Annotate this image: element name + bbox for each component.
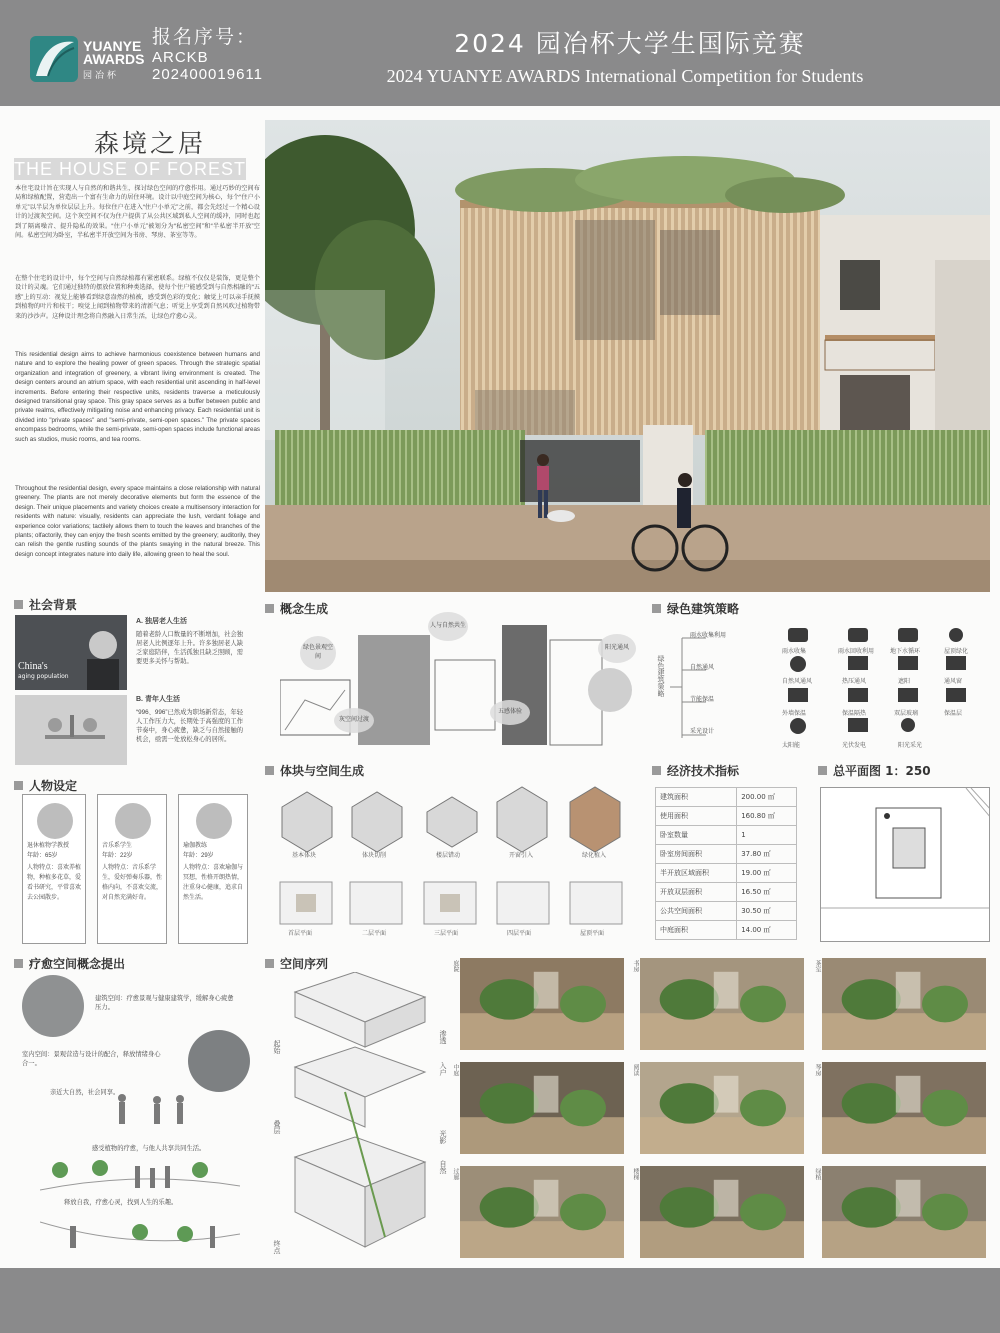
interior-render-label-wrap	[450, 1062, 460, 1092]
social-item-b-title: B. 青年人生活	[136, 696, 180, 703]
concept-bubble-4: 灰空间过渡	[334, 708, 374, 733]
interior-render-label: 阅读	[632, 1064, 639, 1076]
persona-name: 音乐系学生	[102, 843, 133, 849]
plan-label: 四层平面	[507, 931, 532, 937]
economics-row	[656, 902, 797, 921]
persona-age: 年龄：22岁	[102, 853, 133, 859]
logo	[30, 36, 145, 82]
heading-square-icon	[652, 766, 661, 775]
avatar	[37, 803, 73, 839]
plan-label: 三层平面	[434, 931, 459, 937]
interior-render	[822, 1166, 986, 1258]
green-icon-label: 保温层	[944, 711, 963, 717]
sequence-label: 终点	[273, 1240, 281, 1254]
intro-paragraph-cn-2: 在整个住宅的设计中，每个空间与自然绿植都有紧密联系。绿植不仅仅是装饰，更是整个设计的灵魂。它们通过独特的摆放位置和种类选择，使每个住户能感受到与自然相融的“五感”上的互动：视觉上能够看到绿意盎然的植被，感受到色彩的变化；触觉上可以亲手抚摸到植物的叶片和枝干；嗅觉上闻到植物带来的清新气息；听觉上享受到自然风吹过植物带来的沙沙声。这种设计理念将自然融入日常生活，让绿色疗愈心灵。	[15, 275, 260, 320]
social-item-a-title: A. 独居老人生活	[136, 618, 187, 625]
interior-render-label: 书房	[632, 960, 639, 972]
concept-diagram	[280, 620, 640, 750]
interior-render	[460, 958, 624, 1050]
interior-render	[822, 1062, 986, 1154]
heading-square-icon	[265, 604, 274, 613]
logo-mark-icon	[30, 36, 78, 82]
interior-render-label-wrap	[812, 1166, 822, 1196]
green-branch-4: 采光设计	[690, 729, 715, 735]
green-icon-label: 雨水收集	[782, 649, 807, 655]
competition-title-en: 2024 YUANYE AWARDS International Competition for Students	[386, 66, 864, 86]
economics-value: 19.00 ㎡	[737, 864, 797, 883]
interior-render-label-wrap	[630, 958, 640, 988]
heading-square-icon	[652, 604, 661, 613]
section-heading-green: 绿色建筑策略	[652, 600, 739, 617]
youth-photo	[15, 695, 127, 765]
persona-card-1	[22, 794, 86, 944]
economics-value: 14.00 ㎡	[737, 921, 797, 940]
interior-render	[640, 1062, 804, 1154]
economics-value: 200.00 ㎡	[737, 788, 797, 807]
green-branch-1: 雨水收集利用	[690, 633, 727, 639]
persona-name: 瑜伽教练	[183, 843, 208, 849]
healing-line-4: 感受植物的疗愈，与他人共享共同生活。	[92, 1145, 206, 1152]
project-title-cn: 森境之居	[93, 129, 206, 158]
green-icon-label: 阳光采光	[898, 743, 923, 749]
economics-label: 开放双层面积	[656, 883, 737, 902]
green-icon-label: 雨水回收利用	[838, 649, 875, 655]
massing-step-label: 绿化植入	[582, 853, 607, 859]
heading-square-icon	[818, 766, 827, 775]
heading-square-icon	[14, 959, 23, 968]
interior-render	[822, 958, 986, 1050]
economics-row	[656, 864, 797, 883]
section-heading-healing: 疗愈空间概念提出	[14, 955, 125, 972]
economics-row	[656, 883, 797, 902]
section-heading-concept: 概念生成	[265, 600, 328, 617]
interior-render-label-wrap	[450, 958, 460, 988]
interior-render-label-wrap	[812, 958, 822, 988]
healing-line-2: 室内空间：景观营造与设计的配合，释放情绪身心合一。	[22, 1051, 161, 1067]
exploded-axonometric	[285, 972, 435, 1262]
plan-label: 屋顶平面	[580, 931, 605, 937]
interior-render-label: 琴房	[814, 1064, 821, 1076]
interior-render-label-wrap	[450, 1166, 460, 1196]
interior-render-label: 庭院	[452, 960, 459, 972]
green-icon-label: 保温隔热	[842, 711, 867, 717]
economics-value: 16.50 ㎡	[737, 883, 797, 902]
green-icon-label: 外墙保温	[782, 711, 807, 717]
interior-render-label: 中庭	[452, 1064, 459, 1076]
registration-code: ARCKB	[152, 49, 209, 66]
economics-table	[655, 787, 797, 940]
interior-render-label: 茶室	[814, 960, 821, 972]
healing-line-3: 亲近大自然，社会同享。	[50, 1089, 120, 1096]
registration-label: 报名序号：	[152, 27, 258, 48]
economics-value: 37.80 ㎡	[737, 845, 797, 864]
persona-age: 年龄：65岁	[27, 853, 58, 859]
green-icon-label: 地下水循环	[890, 649, 921, 655]
social-item-b-text: “996、996”已然成为职场新常态，年轻人工作压力大，长期处于高强度的工作节奏中，身心疲惫，缺乏与自然接触的机会，亟需一处放松身心的居所。	[136, 709, 244, 743]
sequence-label: 光影	[439, 1130, 447, 1144]
green-icon-label: 光伏发电	[842, 743, 867, 749]
economics-value: 160.80 ㎡	[737, 807, 797, 826]
section-heading-persona: 人物设定	[14, 777, 77, 794]
logo-subtitle: 园冶杯	[83, 71, 120, 81]
green-icon-grid	[778, 624, 988, 750]
healing-line-1: 建筑空间：疗愈景观与健康建筑学，缓解身心疲惫压力。	[95, 995, 234, 1011]
interior-render	[640, 958, 804, 1050]
economics-row	[656, 845, 797, 864]
economics-label: 卧室房间面积	[656, 845, 737, 864]
persona-card-3	[178, 794, 248, 944]
interior-render-label: 楼梯	[632, 1168, 639, 1180]
interior-render	[460, 1062, 624, 1154]
interior-render	[640, 1166, 804, 1258]
intro-paragraph-en-2: Throughout the residential design, every space maintains a close relationship with natural greenery. The plants are not merely decorative elements but form the essence of the design. Their unique placements and variety choices create a multisensory interaction for residents with nature: visually, residents can appreciate the lush, verdant foliage and experience color variations; tactilely allows them to touch the leaves and branches of the plants; olfactorily, they can enjoy the fresh scents emitted by the greenery; auditorily, they can relish the gentle rustling sounds of the plants swaying in the natural breeze. This design concept integrates nature into daily life, allowing green to heal the soul.	[15, 485, 260, 558]
concept-bubble-5: 五感体验	[490, 700, 530, 725]
plan-label: 二层平面	[362, 931, 387, 937]
heading-square-icon	[14, 781, 23, 790]
persona-card-2	[97, 794, 167, 944]
header-bar	[0, 0, 1000, 106]
people-trees-silhouettes	[40, 1156, 240, 1196]
green-root-label: 绿色建筑策略	[657, 655, 665, 697]
sequence-label: 起始	[273, 1040, 281, 1054]
economics-label: 建筑面积	[656, 788, 737, 807]
economics-value: 30.50 ㎡	[737, 902, 797, 921]
competition-title-cn: 2024 园冶杯大学生国际竞赛	[454, 29, 806, 58]
massing-step-label: 楼层错动	[436, 853, 461, 859]
massing-step-label: 开窗引入	[509, 853, 534, 859]
persona-name: 退休植物学教授	[27, 843, 70, 849]
project-title-en: THE HOUSE OF FOREST	[14, 159, 247, 179]
china-aging-badge: China's	[18, 661, 48, 672]
green-icon-label: 屋顶绿化	[944, 649, 969, 655]
economics-label: 公共空间面积	[656, 902, 737, 921]
economics-label: 卧室数量	[656, 826, 737, 845]
green-icon-label: 太阳能	[782, 743, 801, 749]
concept-bubble-3: 阳光通风	[598, 634, 636, 663]
green-branch-2: 自然通风	[690, 665, 715, 671]
green-icon-label: 遮阳	[898, 679, 911, 685]
intro-paragraph-en-1: This residential design aims to achieve harmonious coexistence between humans and nature and to explore the healing power of green spaces. Through the strategic spatial organization and integration of greenery, a vibrant living environment is created. The design centers around an atrium space, with each residential unit ascending in half-level increments. Before entering their respective units, residents traverse a meticulously designed transitional gray space. This gray space serves as a buffer between public and private realms, effectively mitigating noise and enhancing privacy. Each residential unit is divided into "private spaces" and "semi-private, semi-open spaces." The private spaces encompass bedrooms, while the semi-private, semi-open spaces include functional areas such as studios, music rooms, and tea rooms.	[15, 351, 260, 443]
sequence-label: 叠层	[273, 1120, 281, 1134]
massing-step-label: 体块切削	[362, 853, 387, 859]
avatar	[196, 803, 232, 839]
sequence-label: 渗透	[439, 1030, 447, 1044]
green-icon-label: 自然风通风	[782, 679, 813, 685]
section-heading-massing: 体块与空间生成	[265, 762, 364, 779]
economics-row	[656, 826, 797, 845]
healing-photo-2	[188, 1030, 250, 1092]
heading-square-icon	[265, 766, 274, 775]
section-heading-sequence: 空间序列	[265, 955, 328, 972]
green-icon-label: 双层玻璃	[894, 711, 919, 717]
persona-desc: 人物特点：音乐系学生，爱好弹奏乐器，性格内向，不喜欢交流，对自然充满好奇。	[102, 865, 163, 901]
elderly-photo	[15, 615, 127, 690]
china-aging-badge-sub: aging population	[18, 673, 69, 680]
economics-label: 半开放区域面积	[656, 864, 737, 883]
registration-number: 202400019611	[152, 66, 263, 83]
plan-label: 首层平面	[288, 931, 313, 937]
healing-photo-1	[22, 975, 84, 1037]
section-heading-economics: 经济技术指标	[652, 762, 739, 779]
persona-desc: 人物特点：喜欢瑜伽与冥想，性格开朗热情，注重身心健康，追求自然生活。	[183, 865, 244, 901]
heading-square-icon	[14, 600, 23, 609]
people-silhouettes	[112, 1090, 192, 1128]
heading-square-icon	[265, 959, 274, 968]
massing-diagrams	[272, 782, 642, 942]
massing-step-label: 基本体块	[292, 853, 317, 859]
footer-bar	[0, 1268, 1000, 1333]
green-icon-label: 热压通风	[842, 679, 867, 685]
concept-bubble-1: 绿色景观空间	[300, 636, 336, 670]
interior-render-label-wrap	[630, 1062, 640, 1092]
interior-render-label-wrap	[630, 1166, 640, 1196]
healing-line-5: 释放自我，疗愈心灵，找到人生的乐趣。	[64, 1199, 178, 1206]
economics-row	[656, 788, 797, 807]
hero-rendering	[265, 120, 990, 592]
concept-bubble-2: 人与自然共生	[428, 612, 468, 641]
interior-render-label: 过廊	[452, 1168, 459, 1180]
economics-label: 使用面积	[656, 807, 737, 826]
logo-text: YUANYE AWARDS	[83, 38, 145, 67]
leisure-silhouettes	[40, 1212, 240, 1252]
sequence-label: 自然	[439, 1160, 447, 1174]
sequence-label: 入户	[439, 1062, 447, 1076]
economics-row	[656, 921, 797, 940]
intro-paragraph-cn-1: 本住宅设计旨在实现人与自然的和谐共生，探讨绿色空间的疗愈作用。通过巧妙的空间布局和绿植配置，营造出一个富有生命力的居住环境。设计以中庭空间为核心，每个“住户小单元”以半层为单位层层上升。每位住户在进入“住户小单元”之前，都会先经过一个精心设计的过渡灰空间。这个灰空间不仅为住户提供了从公共区域到私人空间的缓冲，同时也起到了隔离噪音、提升隐私的效果。“住户小单元”被划分为“私密空间”和“半私密半开放”空间。私密空间为卧室，半私密半开放空间为书房、琴房、茶室等等。	[15, 185, 260, 240]
interior-render	[460, 1166, 624, 1258]
green-branch-3: 节能保温	[690, 697, 715, 703]
interior-render-label-wrap	[812, 1062, 822, 1092]
green-icon-label: 通风窗	[944, 679, 963, 685]
interior-render-label: 绿植	[814, 1168, 821, 1180]
section-heading-siteplan: 总平面图 1：250	[818, 762, 931, 779]
economics-row	[656, 807, 797, 826]
section-heading-social: 社会背景	[14, 596, 77, 613]
social-item-a-text: 随着老龄人口数量的不断增加，社会独居老人比例逐年上升。许多独居老人缺乏家庭陪伴，生活孤独且缺乏照顾，需要更多关怀与帮助。	[136, 631, 244, 665]
persona-age: 年龄：29岁	[183, 853, 214, 859]
persona-desc: 人物特点：喜欢养植物，种植多花草，爱看书研究，平常喜欢去公园散步。	[27, 865, 82, 901]
site-plan	[820, 787, 990, 942]
economics-label: 中庭面积	[656, 921, 737, 940]
avatar	[115, 803, 151, 839]
economics-value: 1	[737, 826, 797, 845]
